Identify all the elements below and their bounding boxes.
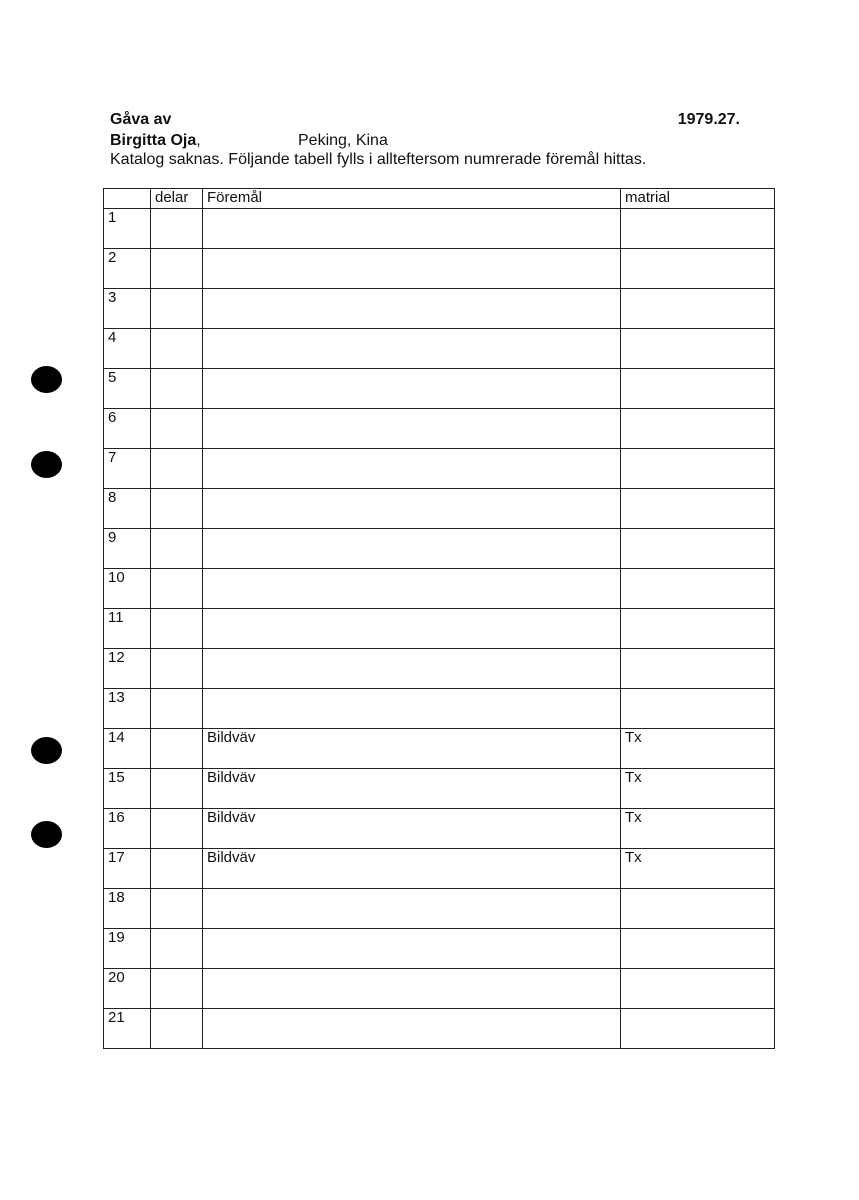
row-number-cell: 14 <box>104 729 151 769</box>
object-cell <box>203 329 621 369</box>
table-row <box>104 649 775 689</box>
parts-cell <box>151 249 203 289</box>
parts-cell <box>151 689 203 729</box>
row-number-cell: 3 <box>104 289 151 329</box>
material-cell: Tx <box>621 729 775 769</box>
object-cell <box>203 209 621 249</box>
parts-cell <box>151 569 203 609</box>
parts-cell <box>151 1009 203 1049</box>
material-cell <box>621 929 775 969</box>
row-number-cell: 20 <box>104 969 151 1009</box>
parts-cell <box>151 969 203 1009</box>
row-number-cell: 18 <box>104 889 151 929</box>
object-cell <box>203 569 621 609</box>
object-cell <box>203 249 621 289</box>
donor-city: Peking, Kina <box>298 132 388 149</box>
object-cell <box>203 969 621 1009</box>
row-number-cell: 19 <box>104 929 151 969</box>
material-cell <box>621 289 775 329</box>
material-cell <box>621 1009 775 1049</box>
parts-cell <box>151 409 203 449</box>
material-cell <box>621 369 775 409</box>
parts-cell <box>151 809 203 849</box>
object-cell <box>203 649 621 689</box>
row-number-cell: 8 <box>104 489 151 529</box>
row-number-cell: 5 <box>104 369 151 409</box>
parts-cell <box>151 369 203 409</box>
donor-name: Birgitta Oja <box>110 132 197 149</box>
material-cell <box>621 569 775 609</box>
table-row <box>104 889 775 929</box>
object-cell: Bildväv <box>203 809 621 849</box>
parts-cell <box>151 929 203 969</box>
object-cell <box>203 929 621 969</box>
parts-cell <box>151 849 203 889</box>
parts-cell <box>151 609 203 649</box>
material-cell <box>621 489 775 529</box>
punch-hole <box>31 451 62 478</box>
donor-separator: , <box>196 132 201 149</box>
parts-cell <box>151 209 203 249</box>
parts-cell <box>151 529 203 569</box>
gift-label: Gåva av <box>110 111 172 128</box>
table-row <box>104 849 775 889</box>
table-row <box>104 729 775 769</box>
table-row <box>104 609 775 649</box>
row-number-cell: 10 <box>104 569 151 609</box>
object-cell <box>203 289 621 329</box>
material-cell <box>621 409 775 449</box>
material-cell <box>621 889 775 929</box>
material-cell <box>621 329 775 369</box>
object-cell <box>203 689 621 729</box>
table-row <box>104 929 775 969</box>
parts-cell <box>151 449 203 489</box>
catalog-number: 1979.27. <box>677 111 740 128</box>
table-row <box>104 1009 775 1049</box>
parts-cell <box>151 489 203 529</box>
object-cell: Bildväv <box>203 849 621 889</box>
column-header-material: matrial <box>621 189 775 209</box>
table-header-row <box>104 189 775 209</box>
row-number-cell: 12 <box>104 649 151 689</box>
row-number-cell: 11 <box>104 609 151 649</box>
parts-cell <box>151 889 203 929</box>
object-cell <box>203 1009 621 1049</box>
parts-cell <box>151 769 203 809</box>
donor-row <box>110 131 388 151</box>
material-cell: Tx <box>621 769 775 809</box>
material-cell <box>621 969 775 1009</box>
column-header-number <box>104 189 151 209</box>
parts-cell <box>151 289 203 329</box>
material-cell <box>621 649 775 689</box>
punch-hole <box>31 821 62 848</box>
row-number-cell: 17 <box>104 849 151 889</box>
table-row <box>104 369 775 409</box>
object-cell: Bildväv <box>203 769 621 809</box>
row-number-cell: 2 <box>104 249 151 289</box>
row-number-cell: 16 <box>104 809 151 849</box>
table-row <box>104 809 775 849</box>
table-row <box>104 969 775 1009</box>
column-header-parts: delar <box>151 189 203 209</box>
object-cell <box>203 609 621 649</box>
table-row <box>104 529 775 569</box>
material-cell <box>621 609 775 649</box>
table-row <box>104 329 775 369</box>
object-cell <box>203 889 621 929</box>
row-number-cell: 7 <box>104 449 151 489</box>
row-number-cell: 6 <box>104 409 151 449</box>
catalog-note: Katalog saknas. Följande tabell fylls i allteftersom numrerade föremål hittas. <box>110 151 647 168</box>
row-number-cell: 21 <box>104 1009 151 1049</box>
object-cell <box>203 449 621 489</box>
punch-hole <box>31 737 62 764</box>
table-row <box>104 689 775 729</box>
object-cell <box>203 529 621 569</box>
material-cell <box>621 529 775 569</box>
column-header-object: Föremål <box>203 189 621 209</box>
parts-cell <box>151 729 203 769</box>
material-cell <box>621 449 775 489</box>
punch-hole <box>31 366 62 393</box>
material-cell <box>621 249 775 289</box>
parts-cell <box>151 329 203 369</box>
material-cell <box>621 689 775 729</box>
table-row <box>104 769 775 809</box>
table-row <box>104 209 775 249</box>
row-number-cell: 1 <box>104 209 151 249</box>
material-cell: Tx <box>621 809 775 849</box>
table-body <box>104 209 775 1049</box>
row-number-cell: 9 <box>104 529 151 569</box>
row-number-cell: 13 <box>104 689 151 729</box>
object-cell <box>203 369 621 409</box>
table-row <box>104 449 775 489</box>
parts-cell <box>151 649 203 689</box>
table-row <box>104 249 775 289</box>
object-cell <box>203 489 621 529</box>
catalog-table <box>103 188 775 1049</box>
table-row <box>104 289 775 329</box>
row-number-cell: 4 <box>104 329 151 369</box>
table-row <box>104 409 775 449</box>
object-cell: Bildväv <box>203 729 621 769</box>
table-row <box>104 489 775 529</box>
material-cell <box>621 209 775 249</box>
row-number-cell: 15 <box>104 769 151 809</box>
title-row <box>110 110 740 130</box>
material-cell: Tx <box>621 849 775 889</box>
object-cell <box>203 409 621 449</box>
table-row <box>104 569 775 609</box>
